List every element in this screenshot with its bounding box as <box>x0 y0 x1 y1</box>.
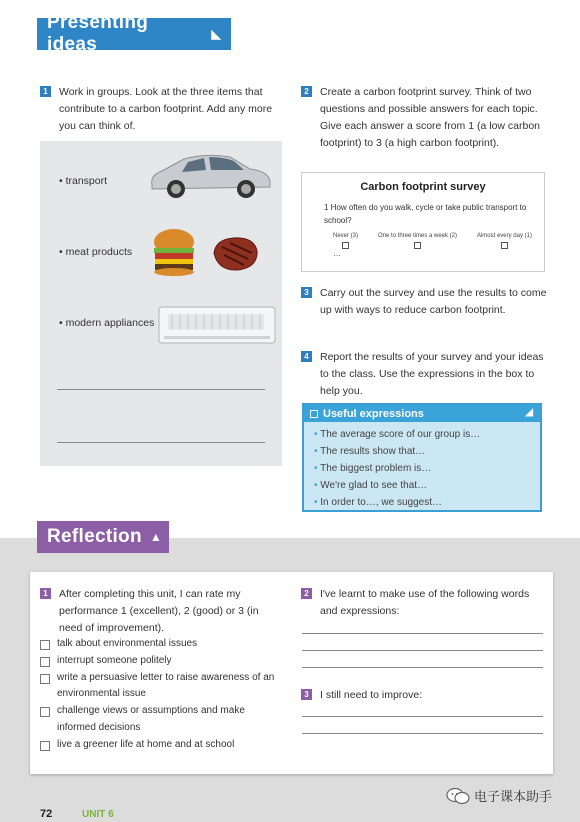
survey-option: Never (3) <box>333 233 358 249</box>
checkbox-icon[interactable] <box>342 242 349 249</box>
answer-line[interactable] <box>302 650 543 651</box>
task-number: 4 <box>301 351 312 362</box>
answer-line[interactable] <box>302 733 543 734</box>
reflection-header <box>37 521 169 553</box>
question-number: 1 <box>40 588 51 599</box>
section-title: Presenting ideas <box>47 12 149 55</box>
task-number: 3 <box>301 287 312 298</box>
survey-option: One to three times a week (2) <box>378 233 457 249</box>
useful-expressions-title: Useful expressions <box>323 407 424 420</box>
air-conditioner-icon <box>158 306 276 344</box>
checkbox-icon[interactable] <box>501 242 508 249</box>
task-4 <box>301 349 547 400</box>
corner-arrow-icon: ▲ <box>149 530 163 544</box>
corner-arrow-icon: ◣ <box>211 27 221 41</box>
task-text: Carry out the survey and use the results to come up with ways to reduce carbon footprint. <box>320 287 547 316</box>
watermark-text: 电子课本助手 <box>474 789 553 804</box>
item-transport: • transport <box>59 175 108 187</box>
self-rating-checklist <box>40 636 280 754</box>
survey-title: Carbon footprint survey <box>360 181 486 193</box>
useful-expression-item: • The results show that… <box>314 446 426 457</box>
watermark <box>446 786 552 805</box>
items-panel <box>40 141 282 466</box>
question-number: 2 <box>301 588 312 599</box>
write-line[interactable] <box>57 442 265 443</box>
checklist-item[interactable]: live a greener life at home and at school <box>40 737 280 754</box>
survey-options <box>333 233 532 249</box>
question-text: I've learnt to make use of the following words and expressions: <box>320 588 530 617</box>
useful-expression-item: • The average score of our group is… <box>314 429 481 440</box>
steak-icon <box>210 235 260 273</box>
task-text: Report the results of your survey and your ideas to the class. Use the expressions in the box to help you. <box>320 351 544 397</box>
task-3 <box>301 285 547 319</box>
task-2 <box>301 84 547 152</box>
survey-option: Almost every day (1) <box>477 233 532 249</box>
task-text: Work in groups. Look at the three items that contribute to a carbon footprint. Add any more you can think of. <box>59 86 273 132</box>
checklist-item[interactable]: interrupt someone politely <box>40 653 280 670</box>
useful-expression-item: • In order to…, we suggest… <box>314 497 443 508</box>
question-number: 3 <box>301 689 312 700</box>
checkbox-icon[interactable] <box>414 242 421 249</box>
task-1 <box>40 84 285 135</box>
survey-ellipsis: … <box>333 249 341 258</box>
checklist-item[interactable]: talk about environmental issues <box>40 636 280 653</box>
survey-card <box>302 173 544 271</box>
page-number: 72 <box>40 808 53 820</box>
item-meat-products: • meat products <box>59 246 133 258</box>
checklist-item[interactable]: challenge views or assumptions and make informed decisions <box>40 703 280 737</box>
useful-expression-item: • We're glad to see that… <box>314 480 428 491</box>
survey-question: 1 How often do you walk, cycle or take public transport to school? <box>324 203 527 225</box>
unit-label: UNIT 6 <box>82 809 114 820</box>
write-line[interactable] <box>57 389 265 390</box>
answer-line[interactable] <box>302 716 543 717</box>
reflection-question-2 <box>301 586 541 620</box>
question-text: After completing this unit, I can rate my performance 1 (excellent), 2 (good) or 3 (in need of improvement). <box>59 588 259 634</box>
useful-expressions-header <box>304 405 540 422</box>
checklist-item[interactable]: write a persuasive letter to raise awareness of an environmental issue <box>40 670 280 704</box>
reflection-question-3 <box>301 687 541 704</box>
answer-line[interactable] <box>302 667 543 668</box>
useful-expressions-box <box>302 403 542 512</box>
task-number: 1 <box>40 86 51 97</box>
useful-expression-item: • The biggest problem is… <box>314 463 432 474</box>
corner-arrow-icon: ◢ <box>525 407 533 418</box>
section-title: Reflection <box>47 526 142 547</box>
reflection-question-1 <box>40 586 280 637</box>
wechat-icon <box>446 787 470 805</box>
car-icon <box>146 151 274 201</box>
task-text: Create a carbon footprint survey. Think of two questions and possible answers for each topic. Give each answer a score from 1 (a low carbon footprint) to 3 (a high carbon footprint). <box>320 86 541 149</box>
useful-expressions-list <box>304 422 540 511</box>
reflection-card <box>30 572 553 774</box>
presenting-ideas-header <box>37 12 231 55</box>
task-number: 2 <box>301 86 312 97</box>
burger-icon <box>152 228 196 276</box>
square-icon <box>310 410 318 418</box>
answer-line[interactable] <box>302 633 543 634</box>
question-text: I still need to improve: <box>320 689 423 701</box>
item-modern-appliances: • modern appliances <box>59 317 155 329</box>
